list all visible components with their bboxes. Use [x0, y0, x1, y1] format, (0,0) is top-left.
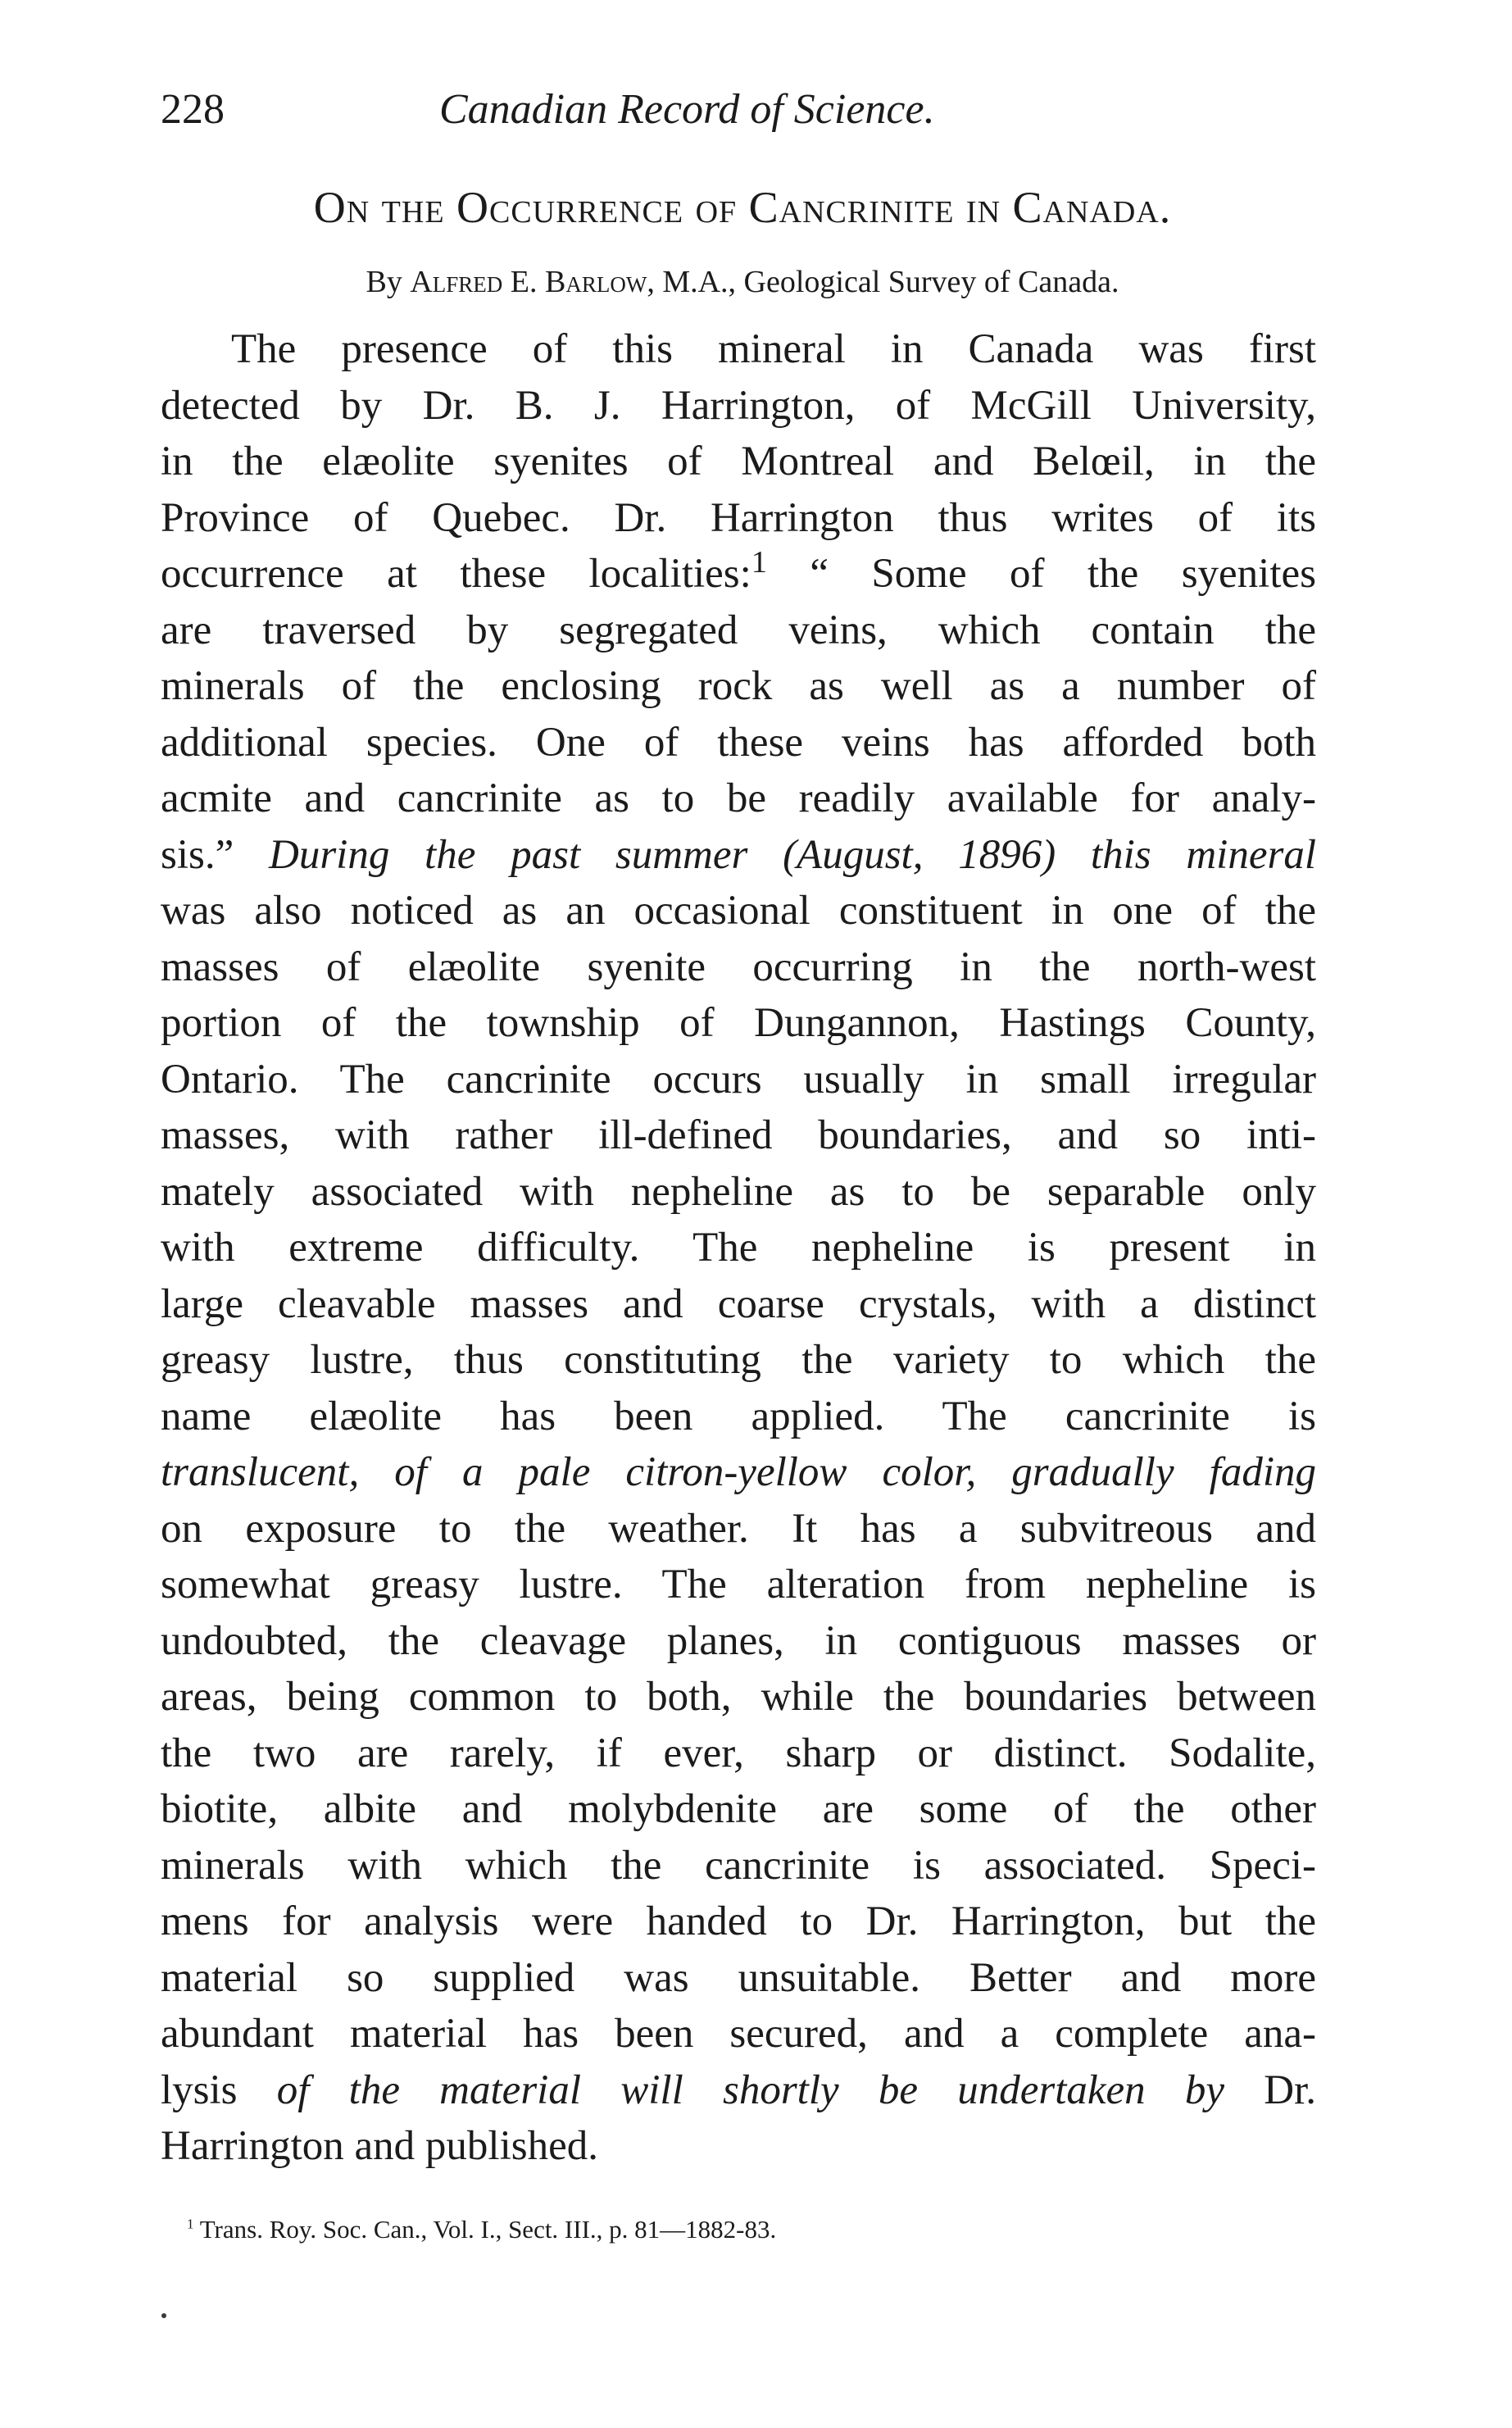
- body-line-text: Dr.: [1224, 2067, 1316, 2113]
- body-line: Ontario. The cancrinite occurs usually in small irregular: [161, 1056, 1316, 1103]
- body-line: [161, 546, 1316, 602]
- body-line: on exposure to the weather. It has a subvitreous and: [161, 1505, 1316, 1552]
- body-line: The presence of this mineral in Canada was first: [231, 326, 1316, 372]
- italic-phrase: of the material will shortly be undertaken by: [276, 2067, 1225, 2113]
- footnote-marker: 1: [187, 2216, 194, 2232]
- body-line: masses of elæolite syenite occurring in the north-west: [161, 943, 1316, 990]
- body-line: Province of Quebec. Dr. Harrington thus writes of its: [161, 494, 1316, 541]
- body-line: Harrington and published.: [161, 2123, 598, 2169]
- running-head: [161, 77, 1324, 143]
- byline-affiliation: , M.A., Geological Survey of Canada.: [647, 265, 1119, 299]
- body-line: mately associated with nepheline as to be separable only: [161, 1168, 1316, 1215]
- body-line: portion of the township of Dungannon, Hastings County,: [161, 1000, 1316, 1046]
- article-title: On the Occurrence of Cancrinite in Canada.: [313, 183, 1172, 232]
- body-line: detected by Dr. B. J. Harrington, of McGill University,: [161, 382, 1316, 429]
- body-line: [161, 1444, 1316, 1501]
- italic-phrase: translucent, of a pale citron-yellow color, gradually fading: [161, 1449, 1316, 1495]
- body-line: name elæolite has been applied. The cancrinite is: [161, 1393, 1316, 1439]
- body-line: [161, 2062, 1316, 2119]
- body-line-text: sis.”: [161, 831, 234, 878]
- journal-title: Canadian Record of Science.: [439, 86, 935, 133]
- body-line: was also noticed as an occasional constituent in one of the: [161, 888, 1316, 934]
- author-name: Alfred E. Barlow: [410, 265, 647, 299]
- body-line: masses, with rather ill-defined boundaries, and so inti-: [161, 1112, 1316, 1158]
- footnote-text: Trans. Roy. Soc. Can., Vol. I., Sect. III., p. 81—1882-83.: [193, 2215, 777, 2244]
- body-line: additional species. One of these veins has afforded both: [161, 719, 1316, 766]
- body-line: acmite and cancrinite as to be readily available for analy-: [161, 775, 1316, 821]
- body-line: with extreme difficulty. The nepheline is present in: [161, 1225, 1316, 1271]
- body-line-text: occurrence at these localities:: [161, 551, 751, 597]
- body-line: greasy lustre, thus constituting the variety to which the: [161, 1337, 1316, 1383]
- quote-start: “ Some of the syenites: [766, 551, 1316, 597]
- body-line: somewhat greasy lustre. The alteration from nepheline is: [161, 1562, 1316, 1607]
- body-line: the two are rarely, if ever, sharp or distinct. Sodalite,: [161, 1730, 1316, 1776]
- footnote-reference: 1: [751, 545, 767, 580]
- body-line-text: lysis: [161, 2067, 277, 2113]
- body-line: in the elæolite syenites of Montreal and Belœil, in the: [161, 439, 1316, 484]
- footnote: [187, 2210, 1252, 2249]
- page-number: 228: [161, 86, 225, 133]
- body-line: mens for analysis were handed to Dr. Harrington, but the: [161, 1898, 1316, 1944]
- article-body: [161, 321, 1316, 2175]
- body-line: large cleavable masses and coarse crystals, with a distinct: [161, 1280, 1316, 1327]
- body-line: are traversed by segregated veins, which contain the: [161, 607, 1316, 653]
- body-line: biotite, albite and molybdenite are some of the other: [161, 1786, 1316, 1832]
- body-line: abundant material has been secured, and a complete ana-: [161, 2011, 1316, 2057]
- body-line: minerals with which the cancrinite is associated. Speci-: [161, 1842, 1316, 1889]
- body-line: material so supplied was unsuitable. Better and more: [161, 1954, 1316, 2001]
- body-line: undoubted, the cleavage planes, in contiguous masses or: [161, 1617, 1316, 1664]
- body-line: [161, 827, 1316, 884]
- italic-phrase: During the past summer (August, 1896) this mineral: [234, 831, 1316, 878]
- body-line: minerals of the enclosing rock as well as a number of: [161, 663, 1316, 709]
- byline-prefix: By: [366, 265, 411, 299]
- stray-mark: [161, 2313, 166, 2318]
- byline: [161, 259, 1324, 305]
- body-line: areas, being common to both, while the boundaries between: [161, 1674, 1316, 1720]
